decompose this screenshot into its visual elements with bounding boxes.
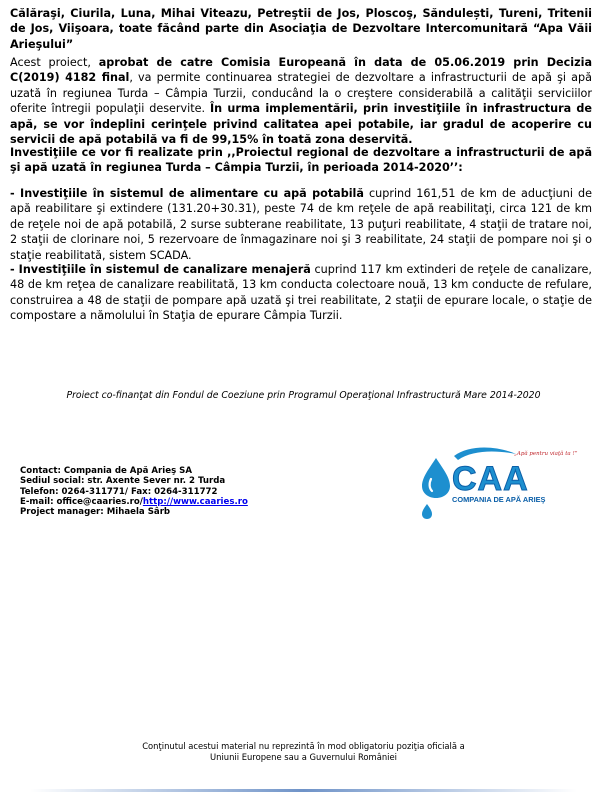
logo-wave-arc (454, 448, 516, 461)
intro-paragraph (10, 6, 592, 52)
sewer-investments-text: cuprind 117 km extinderi de reţele de canalizare, 48 de km reţea de canalizare reabilitată, 13 km conducta colectoare nouă, 13 km conducte de refulare, construirea a 48 de staţii de pompare apă uzată şi trei reabilitate, 2 staţii de epurare locale, o staţie de compostare a nămolului în Staţia de epurare Câmpia Turzii. (10, 263, 592, 323)
contact-website-link[interactable]: http://www.caaries.ro (142, 496, 248, 507)
sewer-investments-lead: - Investiţiile în sistemul de canalizare menajeră (10, 263, 311, 276)
caa-logo (418, 446, 583, 524)
contact-block (20, 466, 248, 517)
footer-divider (30, 789, 577, 792)
water-investments-lead: - Investiţiile în sistemul de alimentare cu apă potabilă (10, 187, 364, 200)
contact-email: E-mail: office@caaries.ro/ (20, 496, 143, 507)
intro-localities: Călăraşi, Ciurila, Luna, Mihai Viteazu, Petreştii de Jos, Ploscoş, Săndulești, Tureni, Tritenii de Jos, Viişoara, toate făcând parte din (10, 7, 592, 36)
project-text-3: , va permite continuarea strategiei de dezvoltare a infrastructurii de apă şi apă uzată în regiunea Turda – Câmpia Turzii, conducând la o creştere considerabilă a calităţii serviciilor oferite întregii populaţii deservite. (10, 71, 592, 116)
contact-company: Contact: Compania de Apă Arieş SA (20, 466, 193, 476)
disclaimer-line-1: Conţinutul acestui material nu reprezintă în mod obligatoriu poziţia oficială a (142, 741, 465, 751)
investments-heading: Investiţiile ce vor fi realizate prin ,,Proiectul regional de dezvoltare a infrastructurii de apă şi apă uzată în regiunea Turda – Câmpia Turzii, în perioada 2014-2020’’: (10, 146, 592, 175)
cofunding-note: Proiect co-finanţat din Fondul de Coeziune prin Programul Operaţional Infrastructură Mare 2014-2020 (66, 390, 541, 401)
project-approval: aprobat de catre Comisia Europeană în data de 05.06.2019 prin Decizia C(2019) 4182 final (10, 56, 593, 85)
logo-letters: CAA (452, 460, 529, 498)
disclaimer-line-2: Uniunii Europene sau a Guvernului României (210, 751, 397, 762)
project-text-1: Acest proiect, (10, 56, 99, 69)
eu-disclaimer (0, 741, 607, 762)
logo-company-name: COMPANIA DE APĂ ARIEŞ (452, 495, 546, 504)
water-investments-paragraph (10, 186, 592, 263)
contact-phone: Telefon: 0264-311771/ Fax: 0264-311772 (20, 486, 218, 497)
contact-email-line (20, 497, 248, 507)
contact-project-manager: Project manager: Mihaela Sârb (20, 507, 171, 518)
project-paragraph (10, 55, 592, 147)
logo-water-drop-large (422, 458, 450, 498)
logo-tagline: „Apă pentru viaţă ta !” (514, 451, 578, 457)
water-investments-text: cuprind 161,51 de km de aducţiuni de apă reabilitare şi extindere (131.20+30.31), peste 74 de km reţele de apă reabilitaţi, circa 121 de km de reţele noi de apă potabilă, 2 surse subterane reabilitate, 13 puţuri reabilitate, 4 staţii de tratare noi, 2 staţii de clorinare noi, 5 rezervoare de înmagazinare noi şi 3 reabilitate, 24 staţii de pompare noi şi o staţie reabilitată, sistem SCADA. (10, 187, 593, 262)
intro-association: Asociaţia de Dezvoltare Intercomunitară “Apa Văii Arieşului” (10, 22, 592, 51)
logo-water-drop-small (422, 504, 432, 519)
sewer-investments-paragraph (10, 262, 592, 324)
contact-address: Sediul social: str. Axente Sever nr. 2 Turda (20, 476, 226, 487)
project-outcome: În urma implementării, prin investiţiile în infrastructura de apă, se vor îndeplini cerinţele privind calitatea apei potabile, iar gradul de acoperire cu servicii de apă potabilă va fi de 99,15% în toată zona deservită. (10, 102, 592, 147)
